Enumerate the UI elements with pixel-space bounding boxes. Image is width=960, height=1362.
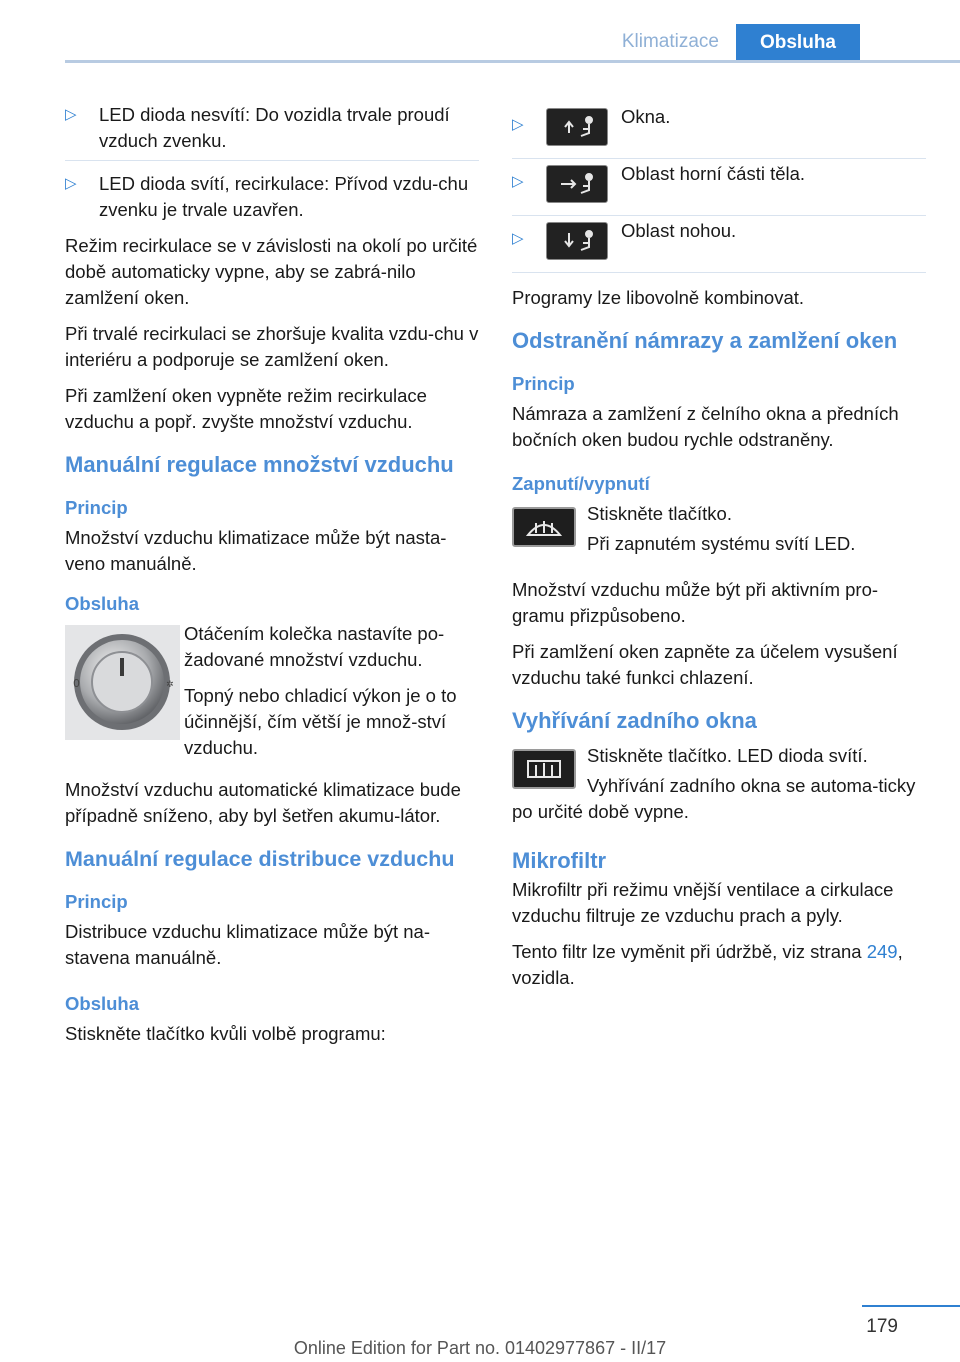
subheading-onoff: Zapnutí/vypnutí [512, 473, 650, 494]
list-item-text: LED dioda nesvítí: Do vozidla trvale proudí vzduch zvenku. [99, 104, 450, 151]
paragraph: Stiskněte tlačítko kvůli volbě programu: [65, 1023, 386, 1044]
footwell-program-button-icon [546, 222, 608, 260]
list-item [65, 171, 479, 223]
svg-text:✲: ✲ [166, 680, 174, 690]
bullet-triangle-icon: ▷ [512, 116, 524, 133]
rear-window-heating-button-icon [512, 749, 576, 789]
subheading-principle: Princip [65, 497, 128, 518]
paragraph: Při trvalé recirkulaci se zhoršuje kvalita vzdu-chu v interiéru a podporuje se zamlžení oken. [65, 323, 479, 370]
paragraph: Topný nebo chladicí výkon je o to účinnější, čím větší je množ-ství vzduchu. [184, 685, 457, 758]
subheading-principle: Princip [65, 891, 128, 912]
program-item-windows [512, 102, 926, 159]
left-column [65, 102, 479, 1057]
paragraph: Režim recirkulace se v závislosti na okolí po určité době automaticky vypne, aby se zabrá-nilo zamlžení oken. [65, 235, 478, 308]
section-title: Klimatizace [621, 31, 719, 52]
paragraph: Mikrofiltr při režimu vnější ventilace a cirkulace vzduchu filtruje ze vzduchu prach a pyly. [512, 879, 894, 926]
heading-microfilter: Mikrofiltr [512, 848, 607, 873]
paragraph: Námraza a zamlžení z čelního okna a předních bočních oken budou rychle odstraněny. [512, 403, 899, 450]
paragraph [512, 939, 926, 991]
paragraph: Při zapnutém systému svítí LED. [587, 533, 856, 554]
heading-defrost: Odstranění námrazy a zamlžení oken [512, 328, 898, 353]
header-rule [65, 60, 960, 63]
list-item-text: LED dioda svítí, recirkulace: Přívod vzdu-chu zvenku je trvale uzavřen. [99, 173, 469, 220]
subheading-operation: Obsluha [65, 593, 140, 614]
footer-rule [862, 1305, 960, 1307]
paragraph: Množství vzduchu může být při aktivním pro-gramu přizpůsobeno. [512, 579, 879, 626]
bullet-triangle-icon: ▷ [65, 106, 77, 123]
paragraph: Množství vzduchu klimatizace může být nasta-veno manuálně. [65, 527, 447, 574]
program-label: Oblast nohou. [621, 220, 737, 241]
knob-block [65, 621, 479, 771]
list-item [65, 102, 479, 161]
program-item-footwell [512, 216, 926, 273]
paragraph: Programy lze libovolně kombinovat. [512, 287, 805, 308]
paragraph: Množství vzduchu automatické klimatizace bude případně sníženo, aby byl šetřen akumu-látor. [65, 779, 461, 826]
paragraph: Otáčením kolečka nastavíte po-žadované množství vzduchu. [184, 623, 445, 670]
upper-body-program-button-icon [546, 165, 608, 203]
paragraph: Stiskněte tlačítko. LED dioda svítí. [587, 745, 868, 766]
bullet-triangle-icon: ▷ [512, 230, 524, 247]
svg-text:0: 0 [73, 677, 80, 690]
edition-footer: Online Edition for Part no. 01402977867 - II/17 [293, 1338, 667, 1358]
subheading-operation: Obsluha [65, 993, 140, 1014]
page-number: 179 [866, 1316, 898, 1337]
windshield-defrost-button-icon [512, 507, 576, 547]
bullet-triangle-icon: ▷ [512, 173, 524, 190]
paragraph: Stiskněte tlačítko. [587, 503, 732, 524]
chapter-tab: Obsluha [736, 24, 860, 63]
windows-program-button-icon [546, 108, 608, 146]
program-item-upper-body [512, 159, 926, 216]
filter-replace-text: Tento filtr lze vyměnit při údržbě, viz strana [512, 941, 862, 962]
heading-manual-amount: Manuální regulace množství vzduchu [65, 452, 454, 477]
paragraph: Vyhřívání zadního okna se automa-ticky po určité době vypne. [512, 775, 916, 822]
heading-rear-window: Vyhřívání zadního okna [512, 708, 757, 733]
paragraph: Při zamlžení oken vypněte režim recirkulace vzduchu a popř. zvyšte množství vzduchu. [65, 385, 427, 432]
program-label: Okna. [621, 106, 671, 127]
bullet-triangle-icon: ▷ [65, 175, 77, 192]
paragraph: Při zamlžení oken zapněte za účelem vysušení vzduchu také funkci chlazení. [512, 641, 898, 688]
paragraph: Distribuce vzduchu klimatizace může být na-stavena manuálně. [65, 921, 431, 968]
filter-replace-suffix: , vozidla. [512, 941, 903, 988]
air-amount-knob-image [65, 625, 180, 740]
program-label: Oblast horní části těla. [621, 163, 806, 184]
rear-window-switch-block [512, 743, 926, 825]
defrost-switch-block [512, 501, 926, 567]
page-link[interactable]: 249 [866, 941, 898, 962]
right-column [512, 102, 926, 1001]
subheading-principle: Princip [512, 373, 575, 394]
heading-manual-distribution: Manuální regulace distribuce vzduchu [65, 847, 455, 871]
